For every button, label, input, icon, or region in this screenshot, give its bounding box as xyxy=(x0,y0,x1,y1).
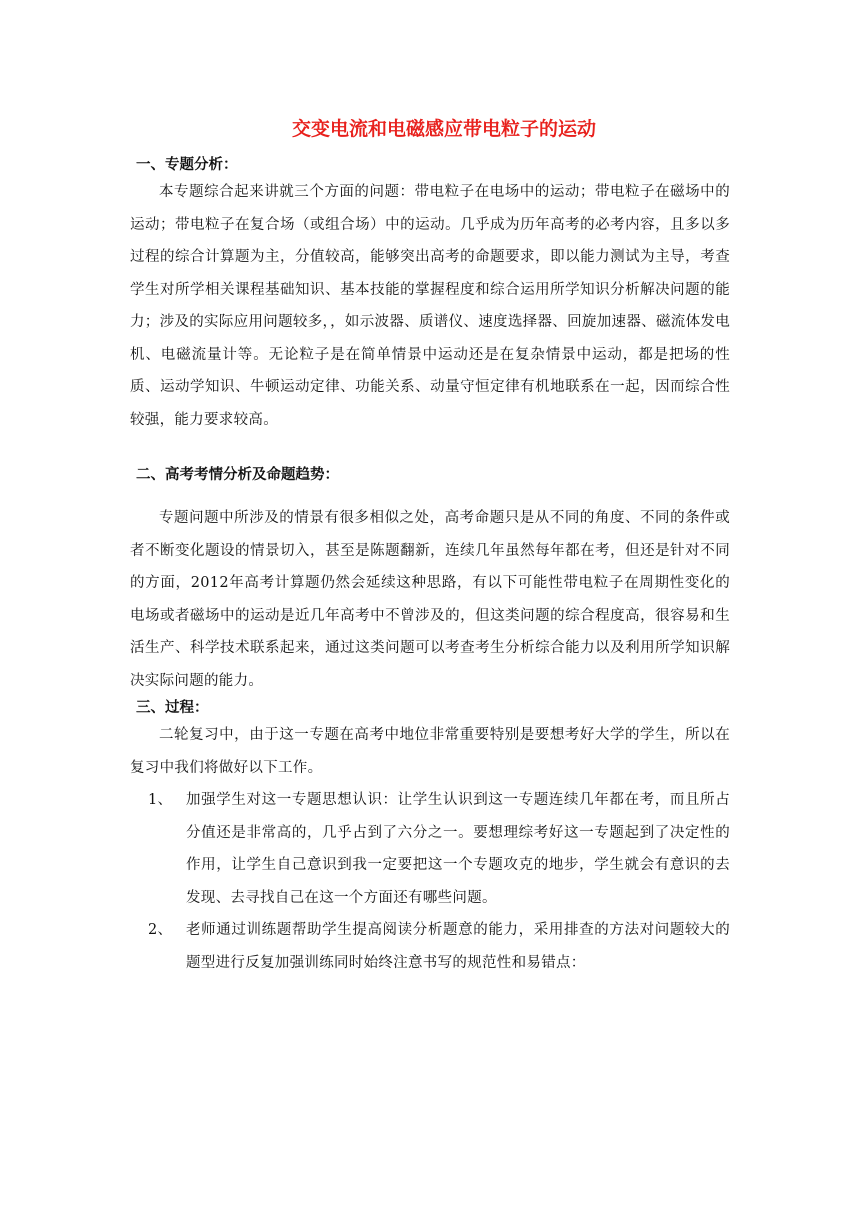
list-item-number: 1、 xyxy=(148,792,173,808)
section-heading: 三、过程： xyxy=(136,700,209,716)
section-heading: 一、专题分析： xyxy=(136,157,238,173)
list-item xyxy=(130,914,730,979)
spacer xyxy=(130,486,730,502)
section-topic-analysis xyxy=(130,154,730,436)
section-process xyxy=(130,697,730,979)
list-item-text: 加强学生对这一专题思想认识：让学生认识到这一专题连续几年都在考，而且所占分值还是非常高的，几乎占到了六分之一。要想理综考好这一专题起到了决定性的作用，让学生自己意识到我一定要把这一个专题攻克的地步，学生就会有意识的去发现、去寻找自己在这一个方面还有哪些问题。 xyxy=(186,792,730,906)
document-title: 交变电流和电磁感应带电粒子的运动 xyxy=(291,118,596,140)
list-item-number: 2、 xyxy=(148,922,173,938)
list-item xyxy=(130,784,730,914)
section-heading: 二、高考考情分析及命题趋势： xyxy=(136,467,339,483)
list-item-text: 老师通过训练题帮助学生提高阅读分析题意的能力，采用排查的方法对问题较大的题型进行反复加强训练同时始终注意书写的规范性和易错点： xyxy=(186,922,730,971)
section-paragraph: 二轮复习中，由于这一专题在高考中地位非常重要特别是要想考好大学的学生，所以在复习中我们将做好以下工作。 xyxy=(130,727,730,776)
section-paragraph: 本专题综合起来讲就三个方面的问题：带电粒子在电场中的运动；带电粒子在磁场中的运动；带电粒子在复合场（或组合场）中的运动。几乎成为历年高考的必考内容，且多以多过程的综合计算题为主，分值较高，能够突出高考的命题要求，即以能力测试为主导，考查学生对所学相关课程基础知识、基本技能的掌握程度和综合运用所学知识分析解决问题的能力；涉及的实际应用问题较多，，如示波器、质谱仪、速度选择器、回旋加速器、磁流体发电机、电磁流量计等。无论粒子是在简单情景中运动还是在复杂情景中运动，都是把场的性质、运动学知识、牛顿运动定律、功能关系、动量守恒定律有机地联系在一起，因而综合性较强，能力要求较高。 xyxy=(130,184,730,428)
section-paragraph: 专题问题中所涉及的情景有很多相似之处，高考命题只是从不同的角度、不同的条件或者不断变化题设的情景切入，甚至是陈题翻新，连续几年虽然每年都在考，但还是针对不同的方面，2012年高考计算题仍然会延续这种思路，有以下可能性带电粒子在周期性变化的电场或者磁场中的运动是近几年高考中不曾涉及的，但这类问题的综合程度高，很容易和生活生产、科学技术联系起来，通过这类问题可以考查考生分析综合能力以及利用所学知识解决实际问题的能力。 xyxy=(130,510,730,689)
spacer xyxy=(130,436,730,464)
section-exam-trends xyxy=(130,464,730,697)
process-list xyxy=(130,784,730,979)
